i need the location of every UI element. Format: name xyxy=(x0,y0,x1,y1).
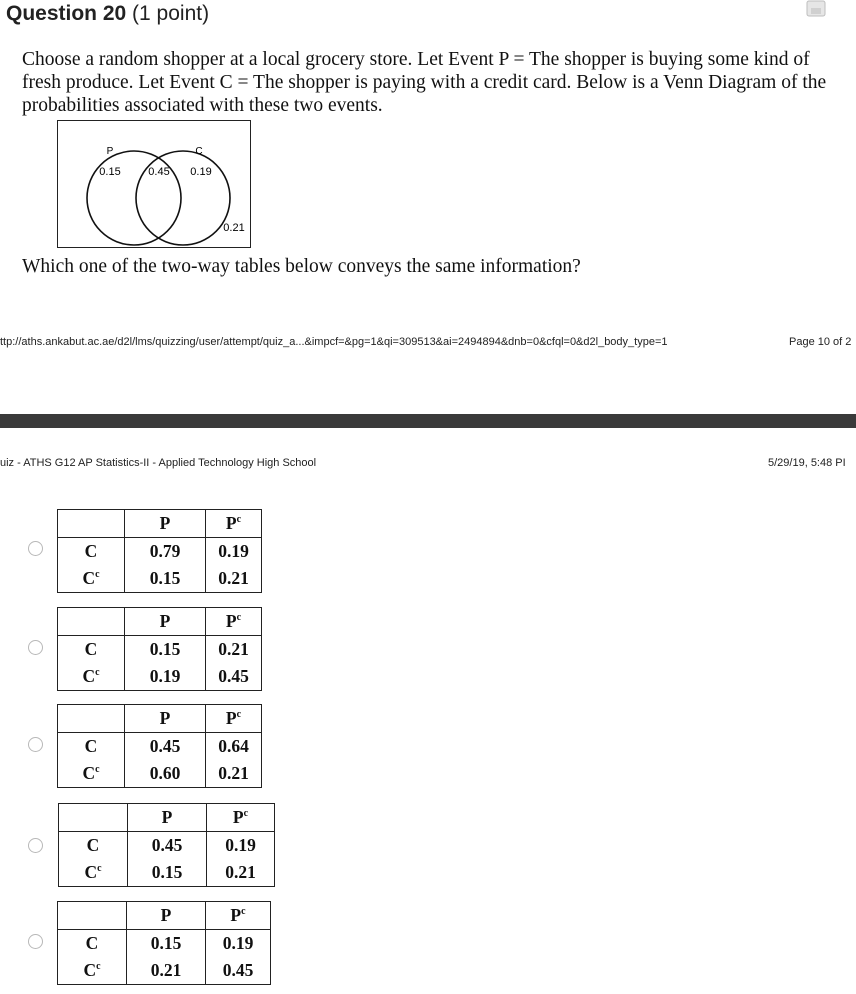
cell-cc-p: 0.15 xyxy=(128,859,207,887)
option-3-radio[interactable] xyxy=(28,737,43,752)
cell-c-p: 0.79 xyxy=(125,538,206,566)
venn-diagram xyxy=(57,120,251,248)
venn-neither: 0.21 xyxy=(223,222,245,234)
venn-p-only: 0.15 xyxy=(99,166,121,178)
option-4-table xyxy=(58,803,275,887)
question-number: Question 20 xyxy=(6,2,127,25)
col-header-pc: $P^c$ xyxy=(206,705,262,733)
question-followup: Which one of the two-way tables below conveys the same information? xyxy=(22,256,581,277)
row-header-c: C xyxy=(86,835,100,855)
print-header-title: uiz - ATHS G12 AP Statistics-II - Applied Technology High School xyxy=(0,457,317,469)
row-header-c: C xyxy=(84,736,98,756)
cell-c-pc: 0.64 xyxy=(206,733,262,761)
cell-cc-p: 0.60 xyxy=(125,760,206,788)
row-header-cc: $C^c$ xyxy=(82,666,100,686)
cell-c-pc: 0.19 xyxy=(207,832,275,860)
print-header-datetime: 5/29/19, 5:48 PI xyxy=(768,457,846,469)
cell-cc-p: 0.21 xyxy=(127,957,206,985)
option-4-radio[interactable] xyxy=(28,838,43,853)
print-footer-page: Page 10 of 2 xyxy=(789,336,852,348)
col-header-p: P xyxy=(125,705,206,733)
row-header-cc: $C^c$ xyxy=(82,568,100,588)
option-1-radio[interactable] xyxy=(28,541,43,556)
row-header-cc: $C^c$ xyxy=(82,763,100,783)
cell-c-pc: 0.19 xyxy=(206,930,271,958)
cell-cc-pc: 0.21 xyxy=(207,859,275,887)
col-header-pc: $P^c$ xyxy=(207,804,275,832)
row-header-c: C xyxy=(84,541,98,561)
cell-c-p: 0.45 xyxy=(128,832,207,860)
row-header-c: C xyxy=(85,933,99,953)
cell-c-p: 0.15 xyxy=(125,636,206,664)
cell-cc-pc: 0.21 xyxy=(206,760,262,788)
option-5-table xyxy=(57,901,271,985)
print-footer-url: ttp://aths.ankabut.ac.ae/d2l/lms/quizzing/user/attempt/quiz_a...&impcf=&pg=1&qi=309513&ai=2494894&dnb=0&cfql=0&d2l_body_type=1 xyxy=(0,336,668,348)
question-title xyxy=(6,2,209,26)
cell-cc-pc: 0.21 xyxy=(206,565,262,593)
row-header-cc: $C^c$ xyxy=(83,960,101,980)
col-header-p: P xyxy=(128,804,207,832)
cell-cc-pc: 0.45 xyxy=(206,957,271,985)
col-header-pc: $P^c$ xyxy=(206,608,262,636)
row-header-c: C xyxy=(84,639,98,659)
venn-label-p: P xyxy=(106,146,114,157)
question-prompt: Choose a random shopper at a local grocery store. Let Event P = The shopper is buying some kind of fresh produce. Let Event C = The shopper is paying with a credit card. Below is a Venn Diagram of the probabilities associated with these two events. xyxy=(22,49,827,116)
cell-c-p: 0.15 xyxy=(127,930,206,958)
col-header-p: P xyxy=(127,902,206,930)
venn-both: 0.45 xyxy=(148,166,170,178)
venn-c-only: 0.19 xyxy=(190,166,212,178)
question-points: (1 point) xyxy=(132,2,210,25)
page-break-divider xyxy=(0,414,856,428)
option-3-table xyxy=(57,704,262,788)
option-2-table xyxy=(57,607,262,691)
col-header-pc: $P^c$ xyxy=(206,510,262,538)
cell-c-pc: 0.21 xyxy=(206,636,262,664)
option-2-radio[interactable] xyxy=(28,640,43,655)
cell-c-p: 0.45 xyxy=(125,733,206,761)
col-header-pc: $P^c$ xyxy=(206,902,271,930)
cell-cc-pc: 0.45 xyxy=(206,663,262,691)
col-header-p: P xyxy=(125,608,206,636)
cell-cc-p: 0.15 xyxy=(125,565,206,593)
save-icon[interactable] xyxy=(806,0,826,17)
cell-c-pc: 0.19 xyxy=(206,538,262,566)
option-5-radio[interactable] xyxy=(28,934,43,949)
cell-cc-p: 0.19 xyxy=(125,663,206,691)
venn-label-c: C xyxy=(195,146,203,157)
option-1-table xyxy=(57,509,262,593)
row-header-cc: $C^c$ xyxy=(84,862,102,882)
col-header-p: P xyxy=(125,510,206,538)
